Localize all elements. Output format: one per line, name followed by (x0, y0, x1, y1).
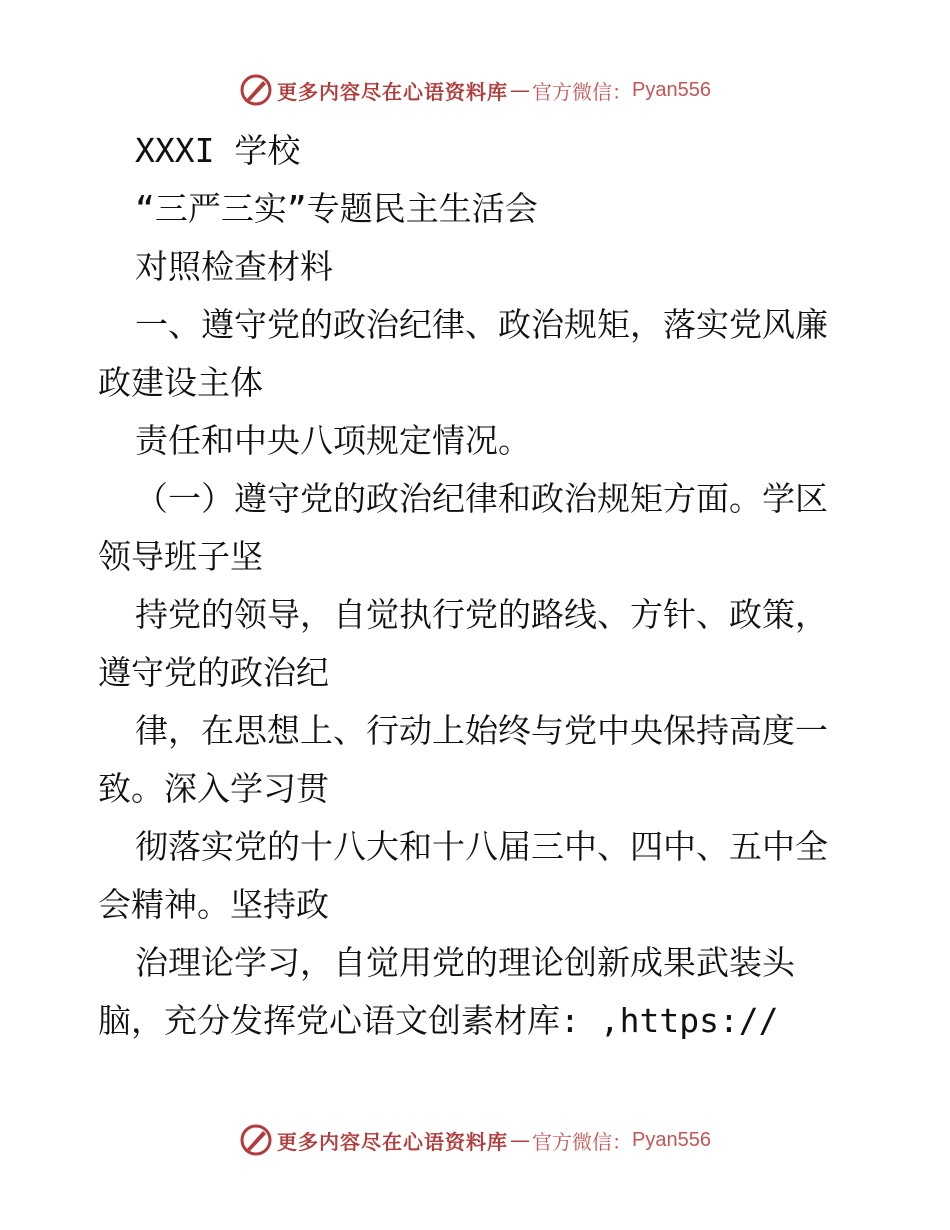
watermark-dash: — (510, 1128, 531, 1152)
watermark-main-text: 更多内容尽在心语资料库 (277, 1129, 509, 1154)
doc-line: 领导班子坚 (98, 537, 263, 576)
doc-line-title: “三严三实”专题民主生活会 (135, 189, 538, 228)
watermark-wechat-id: Pyan556 (632, 78, 711, 101)
doc-line: 会精神。坚持政 (98, 885, 329, 924)
doc-line: 脑，充分发挥党心语文创素材库: ,https:// (98, 1001, 779, 1040)
doc-line: 治理论学习，自觉用党的理论创新成果武装头 (135, 943, 795, 982)
doc-line-school: XXXI 学校 (135, 131, 301, 170)
quill-logo-icon (239, 1123, 273, 1157)
doc-line: 律，在思想上、行动上始终与党中央保持高度一 (135, 711, 828, 750)
document-body (98, 122, 858, 1050)
watermark-dash: — (510, 78, 531, 102)
watermark-wechat-label: 官方微信： (532, 79, 633, 104)
quill-logo-icon (239, 73, 273, 107)
doc-line: 责任和中央八项规定情况。 (135, 421, 531, 460)
watermark-wechat-id: Pyan556 (632, 1128, 711, 1151)
footer-watermark (0, 1120, 950, 1160)
doc-line: 遵守党的政治纪 (98, 653, 329, 692)
watermark-wechat-label: 官方微信： (532, 1129, 633, 1154)
doc-line: 持党的领导，自觉执行党的路线、方针、政策， (135, 595, 828, 634)
doc-line: 彻落实党的十八大和十八届三中、四中、五中全 (135, 827, 828, 866)
doc-line: 致。深入学习贯 (98, 769, 329, 808)
doc-line: （一）遵守党的政治纪律和政治规矩方面。学区 (135, 479, 828, 518)
doc-line-subtitle: 对照检查材料 (135, 247, 333, 286)
watermark-main-text: 更多内容尽在心语资料库 (277, 79, 509, 104)
header-watermark (0, 70, 950, 110)
doc-line: 一、遵守党的政治纪律、政治规矩，落实党风廉 (135, 305, 828, 344)
doc-line: 政建设主体 (98, 363, 263, 402)
